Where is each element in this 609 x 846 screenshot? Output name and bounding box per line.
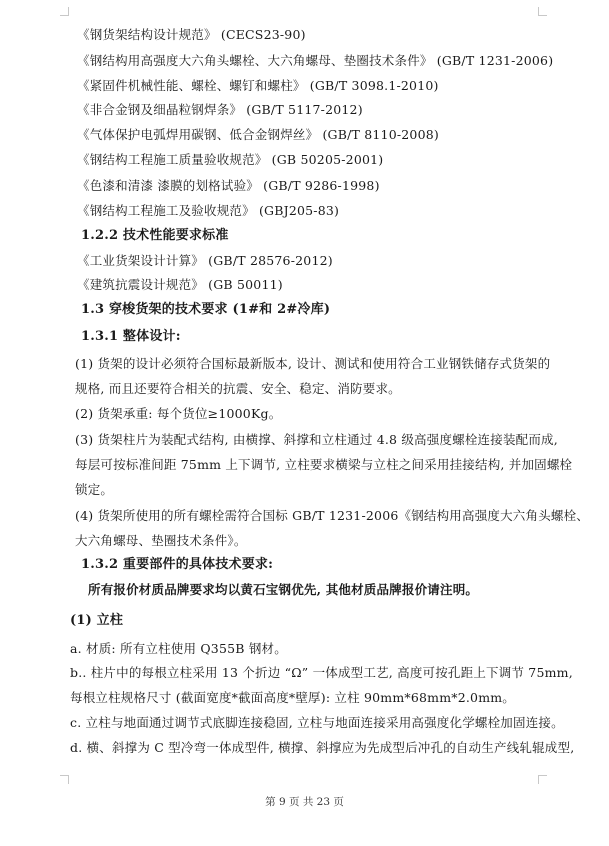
standard-item: 《钢结构工程施工质量验收规范》 (GB 50205-2001): [77, 152, 384, 167]
standard-item: 《紧固件机械性能、螺栓、螺钉和螺柱》 (GB/T 3098.1-2010): [77, 78, 439, 93]
paragraph-line: b.. 柱片中的每根立柱采用 13 个折边 “Ω” 一体成型工艺, 高度可按孔距上下调节 75mm,: [70, 665, 573, 680]
standard-item: 《钢结构用高强度大六角头螺栓、大六角螺母、垫圈技术条件》 (GB/T 1231-2006): [77, 53, 554, 68]
standard-item: 《钢结构工程施工及验收规范》 (GBJ205-83): [77, 203, 340, 218]
section-heading-1-3: 1.3 穿梭货架的技术要求 (1#和 2#冷库): [81, 302, 331, 317]
section-heading-1-3-1: 1.3.1 整体设计:: [81, 329, 181, 344]
paragraph-line: 锁定。: [75, 482, 114, 497]
paragraph-line: 每层可按标准间距 75mm 上下调节, 立柱要求横梁与立柱之间采用挂接结构, 并加固螺栓: [75, 457, 573, 472]
standard-item: 《非合金钢及细晶粒钢焊条》 (GB/T 5117-2012): [77, 102, 363, 117]
paragraph-line: 大六角螺母、垫圈技术条件》。: [75, 533, 247, 548]
paragraph-line: (4) 货架所使用的所有螺栓需符合国标 GB/T 1231-2006《钢结构用高强度大六角头螺栓、: [75, 508, 589, 523]
subsection-heading-column: (1) 立柱: [70, 613, 124, 628]
page-number-footer: 第 9 页 共 23 页: [265, 796, 344, 808]
standard-item: 《气体保护电弧焊用碳钢、低合金钢焊丝》 (GB/T 8110-2008): [77, 127, 439, 142]
paragraph-line: 每根立柱规格尺寸 (截面宽度*截面高度*壁厚): 立柱 90mm*68mm*2.0mm。: [70, 690, 515, 705]
crop-mark-bottom-left: [60, 775, 69, 784]
crop-mark-top-left: [60, 7, 69, 16]
brand-note: 所有报价材质品牌要求均以黄石宝钢优先, 其他材质品牌报价请注明。: [88, 582, 479, 597]
paragraph-line: a. 材质: 所有立柱使用 Q355B 钢材。: [70, 641, 287, 656]
standard-item: 《工业货架设计计算》 (GB/T 28576-2012): [77, 253, 333, 268]
section-heading-1-3-2: 1.3.2 重要部件的具体技术要求:: [81, 557, 274, 572]
crop-mark-bottom-right: [538, 775, 547, 784]
paragraph-line: (2) 货架承重: 每个货位≥1000Kg。: [75, 406, 282, 421]
paragraph-line: (3) 货架柱片为装配式结构, 由横撑、斜撑和立柱通过 4.8 级高强度螺栓连接装配而成,: [75, 432, 558, 447]
standard-item: 《建筑抗震设计规范》 (GB 50011): [77, 277, 283, 292]
crop-mark-top-right: [538, 7, 547, 16]
paragraph-line: (1) 货架的设计必须符合国标最新版本, 设计、测试和使用符合工业钢铁储存式货架的: [75, 356, 551, 371]
section-heading-1-2-2: 1.2.2 技术性能要求标准: [81, 228, 229, 243]
paragraph-line: d. 横、斜撑为 C 型冷弯一体成型件, 横撑、斜撑应为先成型后冲孔的自动生产线轧辊成型,: [70, 740, 575, 755]
paragraph-line: 规格, 而且还要符合相关的抗震、安全、稳定、消防要求。: [75, 381, 401, 396]
paragraph-line: c. 立柱与地面通过调节式底脚连接稳固, 立柱与地面连接采用高强度化学螺栓加固连接。: [70, 715, 564, 730]
standard-item: 《钢货架结构设计规范》 (CECS23-90): [77, 27, 306, 42]
standard-item: 《色漆和清漆 漆膜的划格试验》 (GB/T 9286-1998): [77, 178, 380, 193]
